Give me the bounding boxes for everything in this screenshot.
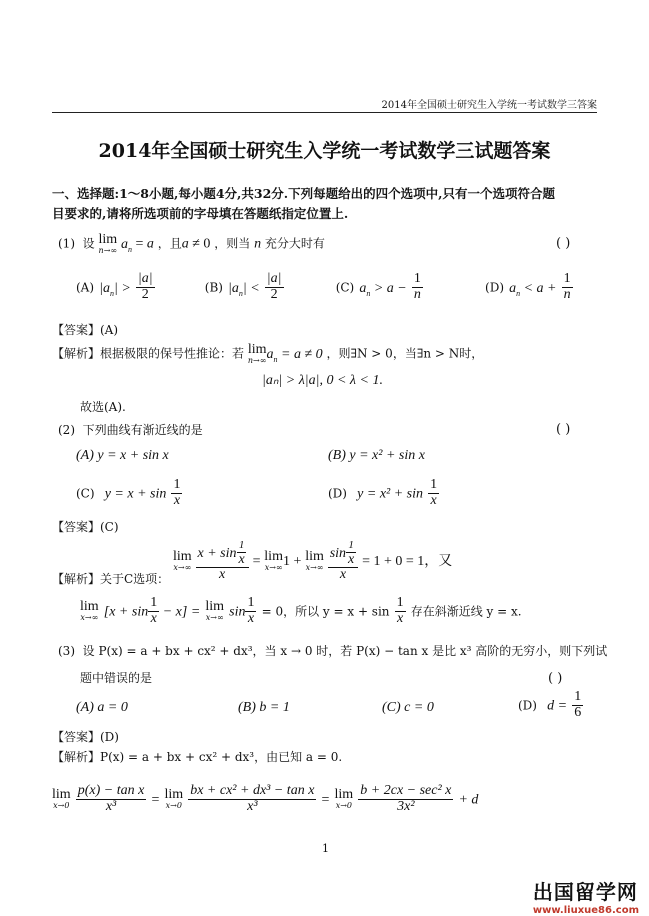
question-2-explanation: 【解析】关于C选项： lim x→∞ x + sin $\frac{1}{x}$ x = lim x→∞ 1 + lim x→∞ sin $\frac{1}{x}$ x = 1 + 0 = 1，又 [52, 539, 453, 586]
question-1-answer: 【答案】(A) [52, 323, 119, 337]
question-3-option-b: (B) b = 1 [238, 700, 290, 715]
document-title: 2014年全国硕士研究生入学统一考试数学三试题答案 [98, 140, 551, 162]
question-1-options: (A) $|a_n|$ > $\frac{|a|}{2}$ (B) $|a_n|$ < $\frac{|a|}{2}$ (C) $a_n > a$ − $\frac{1}{n}$ (D) $a_n < a$ + $\frac{1}{n}$ [76, 271, 571, 302]
option-d: (D) [485, 280, 504, 295]
option-c: (C) [335, 280, 355, 295]
section-heading-line2: 目要求的,请将所选项前的字母填在答题纸指定位置上. [52, 206, 349, 221]
question-2-answer: 【答案】(C) [52, 520, 119, 534]
question-3-blank: ( ) [548, 671, 563, 686]
question-3-limit-derivation: lim x→0 $\frac{\text{p(x) − tan x}}{\text{x³}}$ = lim x→0 $\frac{\text{bx + cx² + dx³ − tan x}}{\text{x³}}$ = lim x→0 $\frac{\text{b + 2cx − sec² x}}{\text{3x²}}$ + d [52, 783, 479, 814]
question-3-explanation: 【解析】P(x) = a + bx + cx² + dx³，由已知 a = 0. [52, 750, 343, 764]
question-2-option-c: (C) y = x + sin $\frac{1}{x}$ [76, 477, 181, 508]
option-b: (B) [204, 280, 223, 295]
header-rule [52, 112, 597, 113]
question-2-stem: (2) 下列曲线有渐近线的是 [58, 423, 203, 437]
question-3-stem: (3) 设 P(x) = a + bx + cx² + dx³，当 x → 0 时，若 P(x) − tan x 是比 x³ 高阶的无穷小，则下列试 [58, 644, 608, 658]
question-2-option-d: (D) y = x² + sin $\frac{1}{x}$ [328, 477, 438, 508]
option-a: (A) [76, 280, 95, 295]
question-1-conclusion: 故选(A). [80, 400, 126, 414]
question-3-option-c: (C) c = 0 [382, 700, 434, 715]
question-2-option-b: (B) y = x² + sin x [328, 448, 425, 463]
question-3-option-d: (D) d = $\frac{1}{6}$ [518, 689, 582, 720]
question-1-blank: ( ) [556, 236, 571, 251]
question-3-stem-line2: 题中错误的是 [80, 671, 153, 685]
question-1-explanation: 【解析】根据极限的保号性推论：若 lim n→∞ $a_n = a \ne 0$ ，则∃N > 0，当∃n > N时， [52, 342, 484, 365]
question-3-answer: 【答案】(D) [52, 730, 119, 744]
section-heading-line1: 一、选择题:1～8小题,每小题4分,共32分.下列每题给出的四个选项中,只有一个选项符合题 [52, 186, 556, 201]
running-header: 2014年全国硕士研究生入学统一考试数学三答案 [381, 100, 597, 111]
watermark-logo: 出国留学网 www.liuxue86.com [532, 880, 639, 916]
question-2-option-a: (A) y = x + sin x [76, 448, 169, 463]
question-3-option-a: (A) a = 0 [76, 700, 128, 715]
question-2-explanation-line2: lim x→∞ [x + sin $\frac{1}{x}$ − x] = lim x→∞ sin $\frac{1}{x}$ = 0，所以 y = x + sin $\frac{1}{x}$ 存在斜渐近线 y = x. [80, 595, 522, 626]
question-2-blank: ( ) [556, 422, 571, 437]
page-number: 1 [322, 842, 329, 855]
question-1-stem: (1) 设 lim n→∞ $a_n = a$ ，且a ≠ 0 ，则当 n 充分大时有 [58, 232, 325, 255]
question-1-explanation-formula: |aₙ| > λ|a|, 0 < λ < 1. [262, 373, 383, 388]
